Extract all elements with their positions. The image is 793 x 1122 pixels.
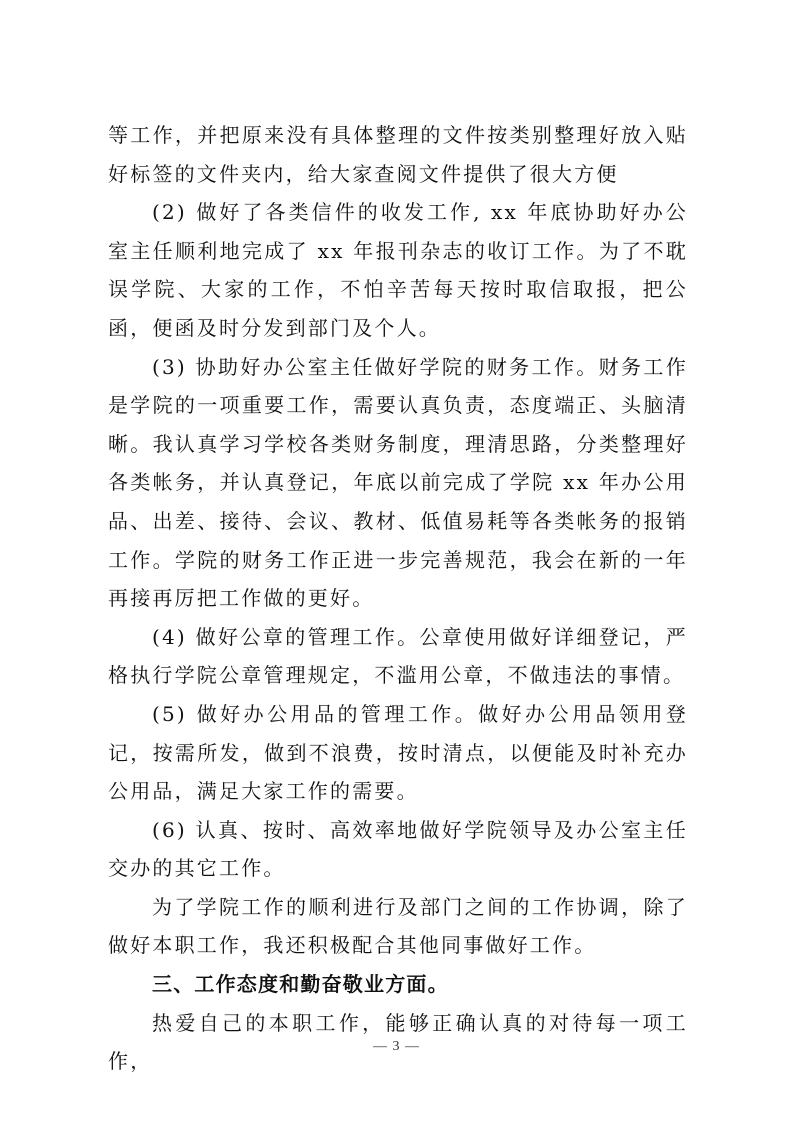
paragraph-continuation: 等工作，并把原来没有具体整理的文件按类别整理好放入贴好标签的文件夹内，给大家查阅文件提供了很大方便	[108, 123, 688, 186]
paragraph-item-5: (5) 做好办公用品的管理工作。做好办公用品领用登记，按需所发，做到不浪费，按时清点，以便能及时补充办公用品，满足大家工作的需要。	[108, 701, 688, 804]
paragraph-item-2: (2) 做好了各类信件的收发工作, xx 年底协助好办公室主任顺利地完成了 xx 年报刊杂志的收订工作。为了不耽误学院、大家的工作，不怕辛苦每天按时取信取报，把公函，便函及时分发到部门及个人。	[108, 200, 688, 340]
page-number: — 3 —	[373, 1039, 420, 1054]
document-body	[108, 116, 688, 1081]
paragraph-item-4: (4) 做好公章的管理工作。公章使用做好详细登记，严格执行学院公章管理规定，不滥用公章，不做违法的事情。	[108, 624, 688, 688]
paragraph-attitude: 热爱自己的本职工作，能够正确认真的对待每一项工作，	[108, 1010, 688, 1074]
section-heading: 三、工作态度和勤奋敬业方面。	[152, 972, 449, 997]
paragraph-item-3: (3) 协助好办公室主任做好学院的财务工作。财务工作是学院的一项重要工作，需要认真负责，态度端正、头脑清晰。我认真学习学校各类财务制度，理清思路，分类整理好各类帐务，并认真登记，年底以前完成了学院 xx 年办公用品、出差、接待、会议、教材、低值易耗等各类帐务的报销工作。学院的财务工作正进一步完善规范，我会在新的一年再接再厉把工作做的更好。	[108, 354, 688, 611]
paragraph-item-6: (6) 认真、按时、高效率地做好学院领导及办公室主任交办的其它工作。	[108, 817, 688, 881]
paragraph-coordination: 为了学院工作的顺利进行及部门之间的工作协调，除了做好本职工作，我还积极配合其他同事做好工作。	[108, 894, 688, 958]
